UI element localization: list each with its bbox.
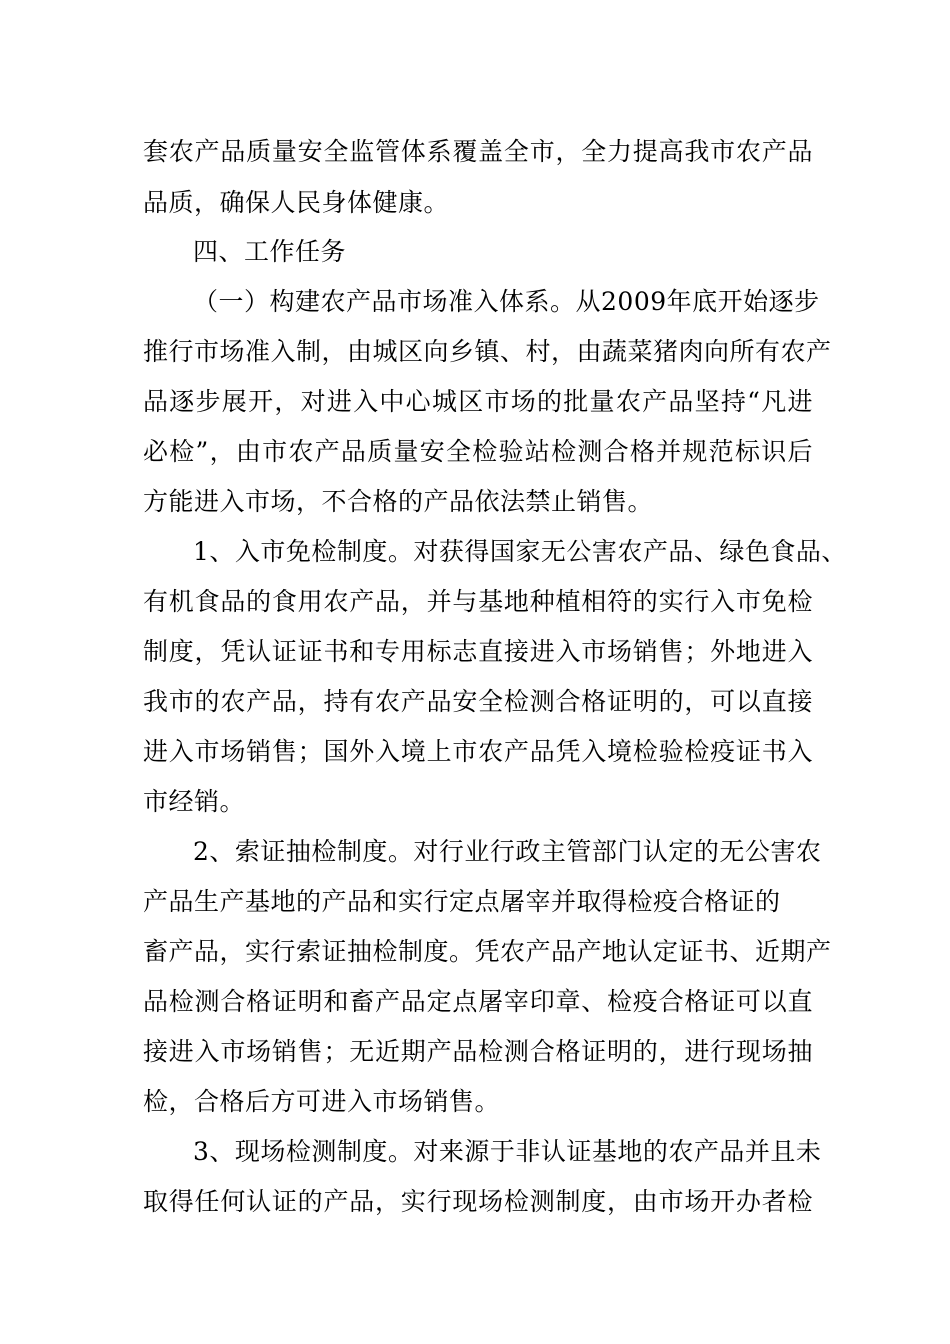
text-line: 制度，凭认证证书和专用标志直接进入市场销售；外地进入 (143, 637, 813, 666)
text-line: 进入市场销售；国外入境上市农产品凭入境检验检疫证书入 (143, 737, 813, 766)
text-line: 接进入市场销售；无近期产品检测合格证明的，进行现场抽 (143, 1037, 813, 1066)
text-line: 取得任何认证的产品，实行现场检测制度，由市场开办者检 (143, 1187, 813, 1216)
text-line: 必检”，由市农产品质量安全检验站检测合格并规范标识后 (143, 437, 813, 466)
paragraph-heading: 3、现场检测制度。对来源于非认证基地的农产品并且未 (193, 1137, 822, 1166)
text-line: 市经销。 (143, 787, 246, 816)
text-line: 产品生产基地的产品和实行定点屠宰并取得检疫合格证的 (143, 887, 781, 916)
text-line: 品质，确保人民身体健康。 (143, 188, 450, 217)
text-line: 有机食品的食用农产品，并与基地种植相符的实行入市免检 (143, 587, 813, 616)
text-line: 检，合格后方可进入市场销售。 (143, 1087, 501, 1116)
subsection-heading: （一）构建农产品市场准入体系。从2009年底开始逐步 (193, 287, 820, 316)
paragraph-heading: 1、入市免检制度。对获得国家无公害农产品、绿色食品、 (193, 537, 847, 566)
text-line: 我市的农产品，持有农产品安全检测合格证明的，可以直接 (143, 687, 813, 716)
text-line: 推行市场准入制，由城区向乡镇、村，由蔬菜猪肉向所有农产 (143, 337, 832, 366)
text-line: 品检测合格证明和畜产品定点屠宰印章、检疫合格证可以直 (143, 987, 813, 1016)
text-line: 方能进入市场，不合格的产品依法禁止销售。 (143, 487, 654, 516)
section-heading: 四、工作任务 (193, 237, 347, 266)
text-line: 套农产品质量安全监管体系覆盖全市，全力提高我市农产品 (143, 137, 813, 166)
text-line: 畜产品，实行索证抽检制度。凭农产品产地认定证书、近期产 (143, 937, 832, 966)
paragraph-heading: 2、索证抽检制度。对行业行政主管部门认定的无公害农 (193, 837, 822, 866)
text-line: 品逐步展开，对进入中心城区市场的批量农产品坚持“凡进 (143, 387, 813, 416)
